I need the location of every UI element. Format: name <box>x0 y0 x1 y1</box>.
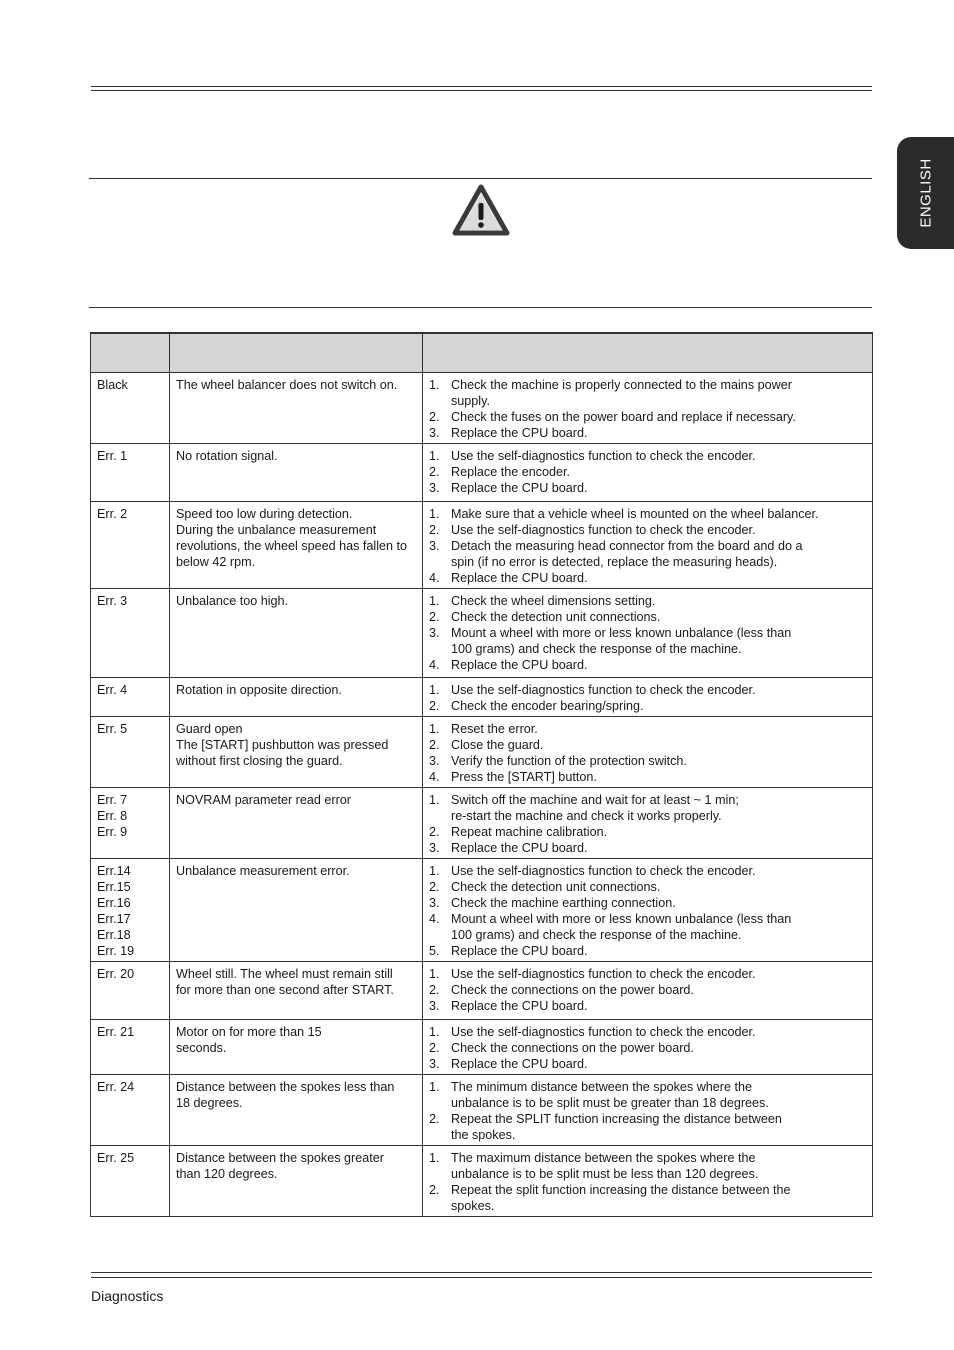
remedy-step-number: 4. <box>429 571 440 585</box>
header-cell-code <box>91 333 170 373</box>
remedy-step-text <box>451 657 588 673</box>
remedy-step-number: 2. <box>429 1041 440 1055</box>
error-code-cell <box>91 589 170 678</box>
remedy-step-number: 2. <box>429 465 440 479</box>
error-description-line: No rotation signal. <box>176 449 278 463</box>
remedy-step-line: Replace the CPU board. <box>451 944 588 958</box>
error-code: Err. 20 <box>97 967 135 981</box>
remedy-step <box>429 448 866 464</box>
remedy-step-number: 2. <box>429 1112 440 1126</box>
remedy-cell <box>423 1075 873 1146</box>
table-row <box>91 962 873 1020</box>
remedy-step <box>429 911 866 943</box>
table-row <box>91 1020 873 1075</box>
remedy-step-line: The minimum distance between the spokes where the <box>451 1080 753 1094</box>
remedy-step <box>429 1182 866 1214</box>
error-code: Err. 3 <box>97 594 128 608</box>
remedy-step-line: Mount a wheel with more or less known unbalance (less than <box>451 626 792 640</box>
remedy-step <box>429 425 866 441</box>
remedy-step-text <box>451 1024 756 1040</box>
remedy-step <box>429 506 866 522</box>
remedy-step-line: unbalance is to be split must be greater than 18 degrees. <box>451 1096 769 1110</box>
remedy-step-number: 3. <box>429 1057 440 1071</box>
remedy-step <box>429 879 866 895</box>
error-description-cell <box>170 1146 423 1217</box>
remedy-step-line: Repeat the SPLIT function increasing the distance between <box>451 1112 782 1126</box>
footer-rule-bottom <box>91 1277 872 1278</box>
remedy-step-number: 1. <box>429 378 440 392</box>
error-code: Err. 5 <box>97 722 128 736</box>
error-description-cell <box>170 962 423 1020</box>
remedy-step-line: Detach the measuring head connector from the board and do a <box>451 539 803 553</box>
remedy-step-line: Use the self-diagnostics function to check the encoder. <box>451 449 756 463</box>
error-code-cell <box>91 1146 170 1217</box>
remedy-step-number: 2. <box>429 983 440 997</box>
error-code-cell <box>91 717 170 788</box>
remedy-step-line: Repeat machine calibration. <box>451 825 608 839</box>
remedy-step-line: Check the connections on the power board. <box>451 983 694 997</box>
warning-rule-bottom <box>89 307 872 308</box>
remedy-cell <box>423 859 873 962</box>
remedy-cell <box>423 717 873 788</box>
remedy-step-text <box>451 698 644 714</box>
remedy-step-number: 1. <box>429 449 440 463</box>
error-description-line: The [START] pushbutton was pressed <box>176 738 389 752</box>
footer-section-label: Diagnostics <box>91 1288 164 1304</box>
remedy-step <box>429 1150 866 1182</box>
remedy-step <box>429 792 866 824</box>
remedy-step-number: 2. <box>429 610 440 624</box>
table-row <box>91 788 873 859</box>
remedy-step-line: Replace the CPU board. <box>451 426 588 440</box>
remedy-step-number: 3. <box>429 481 440 495</box>
error-code-cell <box>91 1020 170 1075</box>
remedy-step <box>429 721 866 737</box>
error-code-cell <box>91 859 170 962</box>
remedy-step <box>429 698 866 714</box>
error-code-cell <box>91 502 170 589</box>
remedy-step <box>429 1079 866 1111</box>
remedy-step-line: Check the encoder bearing/spring. <box>451 699 644 713</box>
remedy-step-text <box>451 522 756 538</box>
remedy-step <box>429 657 866 673</box>
warning-rule-top <box>89 178 872 179</box>
remedy-step-number: 4. <box>429 770 440 784</box>
footer-rule-top <box>91 1272 872 1273</box>
remedy-step <box>429 1024 866 1040</box>
table-header-row <box>91 333 873 373</box>
error-code: Err. 25 <box>97 1151 135 1165</box>
language-tab <box>897 137 954 249</box>
remedy-step-number: 2. <box>429 825 440 839</box>
remedy-step-number: 1. <box>429 683 440 697</box>
remedy-step-number: 2. <box>429 1183 440 1197</box>
table-body <box>91 373 873 1217</box>
remedy-step-line: Replace the CPU board. <box>451 999 588 1013</box>
remedy-step-line: Replace the encoder. <box>451 465 571 479</box>
remedy-cell <box>423 589 873 678</box>
error-description-line: Distance between the spokes less than <box>176 1080 395 1094</box>
remedy-step <box>429 593 866 609</box>
remedy-step-line: 100 grams) and check the response of the machine. <box>451 642 742 656</box>
remedy-step-line: 100 grams) and check the response of the machine. <box>451 928 742 942</box>
error-description-cell <box>170 678 423 717</box>
remedy-step <box>429 570 866 586</box>
remedy-step-text <box>451 448 756 464</box>
remedy-step-text <box>451 840 588 856</box>
remedy-step-number: 3. <box>429 626 440 640</box>
remedy-step-line: Use the self-diagnostics function to check the encoder. <box>451 967 756 981</box>
remedy-step-text <box>451 824 607 840</box>
remedy-step-line: Use the self-diagnostics function to check the encoder. <box>451 523 756 537</box>
remedy-step-line: Switch off the machine and wait for at least ~ 1 min; <box>451 793 739 807</box>
table-row <box>91 717 873 788</box>
header-rule-bottom <box>91 90 872 91</box>
remedy-step-number: 2. <box>429 410 440 424</box>
remedy-step-number: 1. <box>429 507 440 521</box>
table-row <box>91 859 873 962</box>
table-row <box>91 1075 873 1146</box>
remedy-step-line: Verify the function of the protection switch. <box>451 754 687 768</box>
error-description-line: Unbalance measurement error. <box>176 864 350 878</box>
remedy-step <box>429 522 866 538</box>
error-description-line: Unbalance too high. <box>176 594 289 608</box>
error-description-cell <box>170 717 423 788</box>
error-description-line: 18 degrees. <box>176 1096 243 1110</box>
remedy-step-number: 1. <box>429 1025 440 1039</box>
remedy-step-line: Replace the CPU board. <box>451 571 588 585</box>
remedy-step-number: 1. <box>429 864 440 878</box>
error-code: Err. 2 <box>97 507 128 521</box>
remedy-step-line: Close the guard. <box>451 738 544 752</box>
remedy-cell <box>423 1146 873 1217</box>
remedy-step-text <box>451 409 796 425</box>
error-code-cell <box>91 788 170 859</box>
warning-triangle-icon <box>452 184 510 236</box>
remedy-step <box>429 1040 866 1056</box>
error-code-cell <box>91 678 170 717</box>
remedy-step-line: Check the fuses on the power board and replace if necessary. <box>451 410 796 424</box>
table-row <box>91 502 873 589</box>
error-code: Err. 19 <box>97 944 135 958</box>
remedy-step-line: supply. <box>451 394 490 408</box>
error-code-cell <box>91 373 170 444</box>
header-cell-description <box>170 333 423 373</box>
error-code-cell <box>91 444 170 502</box>
error-description-cell <box>170 1020 423 1075</box>
error-description-line: below 42 rpm. <box>176 555 256 569</box>
remedy-step-line: Replace the CPU board. <box>451 481 588 495</box>
remedy-step-line: Press the [START] button. <box>451 770 597 784</box>
error-description-line: Distance between the spokes greater <box>176 1151 384 1165</box>
remedy-step-text <box>451 480 588 496</box>
remedy-step-number: 2. <box>429 523 440 537</box>
remedy-step-line: Make sure that a vehicle wheel is mounted on the wheel balancer. <box>451 507 819 521</box>
error-description-cell <box>170 373 423 444</box>
remedy-step <box>429 609 866 625</box>
remedy-step-line: Replace the CPU board. <box>451 841 588 855</box>
remedy-step-line: Check the machine earthing connection. <box>451 896 676 910</box>
remedy-step-number: 1. <box>429 1080 440 1094</box>
error-description-cell <box>170 788 423 859</box>
remedy-step <box>429 377 866 409</box>
remedy-step-line: the spokes. <box>451 1128 516 1142</box>
remedy-step <box>429 863 866 879</box>
remedy-step-text <box>451 737 543 753</box>
diagnostics-table <box>90 332 873 1217</box>
remedy-step-number: 3. <box>429 539 440 553</box>
remedy-step-number: 3. <box>429 841 440 855</box>
remedy-step-number: 3. <box>429 754 440 768</box>
remedy-cell <box>423 373 873 444</box>
error-code: Black <box>97 378 128 392</box>
remedy-step-text <box>451 538 802 570</box>
remedy-step <box>429 998 866 1014</box>
remedy-step-text <box>451 721 538 737</box>
error-description-line: Motor on for more than 15 <box>176 1025 322 1039</box>
remedy-cell <box>423 444 873 502</box>
remedy-step-number: 1. <box>429 967 440 981</box>
remedy-step-text <box>451 1111 782 1143</box>
error-description-line: without first closing the guard. <box>176 754 343 768</box>
remedy-step-text <box>451 506 819 522</box>
remedy-step-line: Use the self-diagnostics function to check the encoder. <box>451 864 756 878</box>
table-row <box>91 589 873 678</box>
error-code: Err. 9 <box>97 825 128 839</box>
remedy-step-line: Check the connections on the power board. <box>451 1041 694 1055</box>
remedy-step-text <box>451 943 588 959</box>
remedy-step-number: 1. <box>429 722 440 736</box>
table-row <box>91 1146 873 1217</box>
remedy-step-text <box>451 879 660 895</box>
remedy-step-text <box>451 792 739 824</box>
header-rule-top <box>91 86 872 87</box>
remedy-step-line: spin (if no error is detected, replace the measuring heads). <box>451 555 778 569</box>
remedy-step-text <box>451 966 756 982</box>
remedy-step <box>429 682 866 698</box>
remedy-cell <box>423 1020 873 1075</box>
remedy-step <box>429 895 866 911</box>
remedy-step-number: 3. <box>429 896 440 910</box>
error-code: Err. 21 <box>97 1025 135 1039</box>
remedy-step-text <box>451 911 791 943</box>
remedy-step-line: re-start the machine and check it works properly. <box>451 809 722 823</box>
remedy-step-text <box>451 982 694 998</box>
remedy-step <box>429 464 866 480</box>
table-row <box>91 444 873 502</box>
remedy-step-line: Check the detection unit connections. <box>451 880 661 894</box>
remedy-step-text <box>451 998 588 1014</box>
remedy-step-text <box>451 863 756 879</box>
remedy-step-text <box>451 464 570 480</box>
remedy-step <box>429 966 866 982</box>
remedy-step-number: 2. <box>429 699 440 713</box>
remedy-cell <box>423 678 873 717</box>
remedy-step <box>429 625 866 657</box>
remedy-step-line: The maximum distance between the spokes where the <box>451 1151 756 1165</box>
remedy-step-line: unbalance is to be split must be less than 120 degrees. <box>451 1167 759 1181</box>
remedy-step-line: Mount a wheel with more or less known unbalance (less than <box>451 912 792 926</box>
error-code: Err. 4 <box>97 683 128 697</box>
remedy-step <box>429 943 866 959</box>
remedy-step-text <box>451 425 588 441</box>
error-code: Err.14 <box>97 864 131 878</box>
language-tab-label: ENGLISH <box>917 158 934 228</box>
error-code: Err. 24 <box>97 1080 135 1094</box>
table-row <box>91 373 873 444</box>
remedy-step-line: Repeat the split function increasing the distance between the <box>451 1183 791 1197</box>
error-code: Err.17 <box>97 912 131 926</box>
remedy-step-text <box>451 1150 758 1182</box>
remedy-step-number: 4. <box>429 912 440 926</box>
remedy-step-text <box>451 895 676 911</box>
remedy-step-number: 3. <box>429 426 440 440</box>
remedy-step-number: 2. <box>429 880 440 894</box>
remedy-step-text <box>451 682 756 698</box>
error-description-line: for more than one second after START. <box>176 983 394 997</box>
remedy-cell <box>423 502 873 589</box>
error-code: Err. 1 <box>97 449 128 463</box>
remedy-step-number: 1. <box>429 1151 440 1165</box>
remedy-step-line: Reset the error. <box>451 722 538 736</box>
remedy-step <box>429 840 866 856</box>
error-description-cell <box>170 444 423 502</box>
remedy-cell <box>423 962 873 1020</box>
error-description-line: Speed too low during detection. <box>176 507 353 521</box>
remedy-step-number: 2. <box>429 738 440 752</box>
remedy-step-text <box>451 1040 694 1056</box>
error-description-line: NOVRAM parameter read error <box>176 793 351 807</box>
error-description-line: During the unbalance measurement <box>176 523 377 537</box>
remedy-cell <box>423 788 873 859</box>
remedy-step <box>429 1056 866 1072</box>
remedy-step-number: 4. <box>429 658 440 672</box>
remedy-step-line: spokes. <box>451 1199 495 1213</box>
error-code: Err.15 <box>97 880 131 894</box>
error-description-line: Wheel still. The wheel must remain still <box>176 967 393 981</box>
remedy-step-number: 1. <box>429 594 440 608</box>
remedy-step-line: Replace the CPU board. <box>451 658 588 672</box>
remedy-step-number: 3. <box>429 999 440 1013</box>
remedy-step-number: 5. <box>429 944 440 958</box>
remedy-step-text <box>451 377 792 409</box>
remedy-step <box>429 538 866 570</box>
remedy-step <box>429 982 866 998</box>
remedy-step <box>429 409 866 425</box>
remedy-step-text <box>451 1079 769 1111</box>
error-code: Err. 7 <box>97 793 128 807</box>
table-row <box>91 678 873 717</box>
error-description-line: seconds. <box>176 1041 227 1055</box>
remedy-step-text <box>451 753 687 769</box>
error-description-cell <box>170 589 423 678</box>
remedy-step-text <box>451 593 655 609</box>
remedy-step-text <box>451 609 660 625</box>
header-cell-remedy <box>423 333 873 373</box>
remedy-step <box>429 480 866 496</box>
error-code: Err.16 <box>97 896 131 910</box>
error-description-cell <box>170 859 423 962</box>
remedy-step-line: Use the self-diagnostics function to check the encoder. <box>451 1025 756 1039</box>
remedy-step-number: 1. <box>429 793 440 807</box>
remedy-step-line: Check the wheel dimensions setting. <box>451 594 656 608</box>
error-description-line: revolutions, the wheel speed has fallen to <box>176 539 408 553</box>
remedy-step <box>429 824 866 840</box>
remedy-step <box>429 737 866 753</box>
remedy-step-text <box>451 1182 791 1214</box>
remedy-step <box>429 1111 866 1143</box>
remedy-step-line: Check the detection unit connections. <box>451 610 661 624</box>
remedy-step-text <box>451 1056 588 1072</box>
error-description-line: Guard open <box>176 722 243 736</box>
error-code-cell <box>91 1075 170 1146</box>
error-description-line: The wheel balancer does not switch on. <box>176 378 398 392</box>
error-code: Err.18 <box>97 928 131 942</box>
remedy-step-line: Use the self-diagnostics function to check the encoder. <box>451 683 756 697</box>
remedy-step-text <box>451 769 597 785</box>
error-code: Err. 8 <box>97 809 128 823</box>
remedy-step <box>429 753 866 769</box>
remedy-step-text <box>451 570 588 586</box>
error-description-line: Rotation in opposite direction. <box>176 683 342 697</box>
remedy-step <box>429 769 866 785</box>
error-description-cell <box>170 502 423 589</box>
error-description-line: than 120 degrees. <box>176 1167 278 1181</box>
remedy-step-line: Replace the CPU board. <box>451 1057 588 1071</box>
remedy-step-text <box>451 625 791 657</box>
error-code-cell <box>91 962 170 1020</box>
error-description-cell <box>170 1075 423 1146</box>
remedy-step-line: Check the machine is properly connected to the mains power <box>451 378 792 392</box>
